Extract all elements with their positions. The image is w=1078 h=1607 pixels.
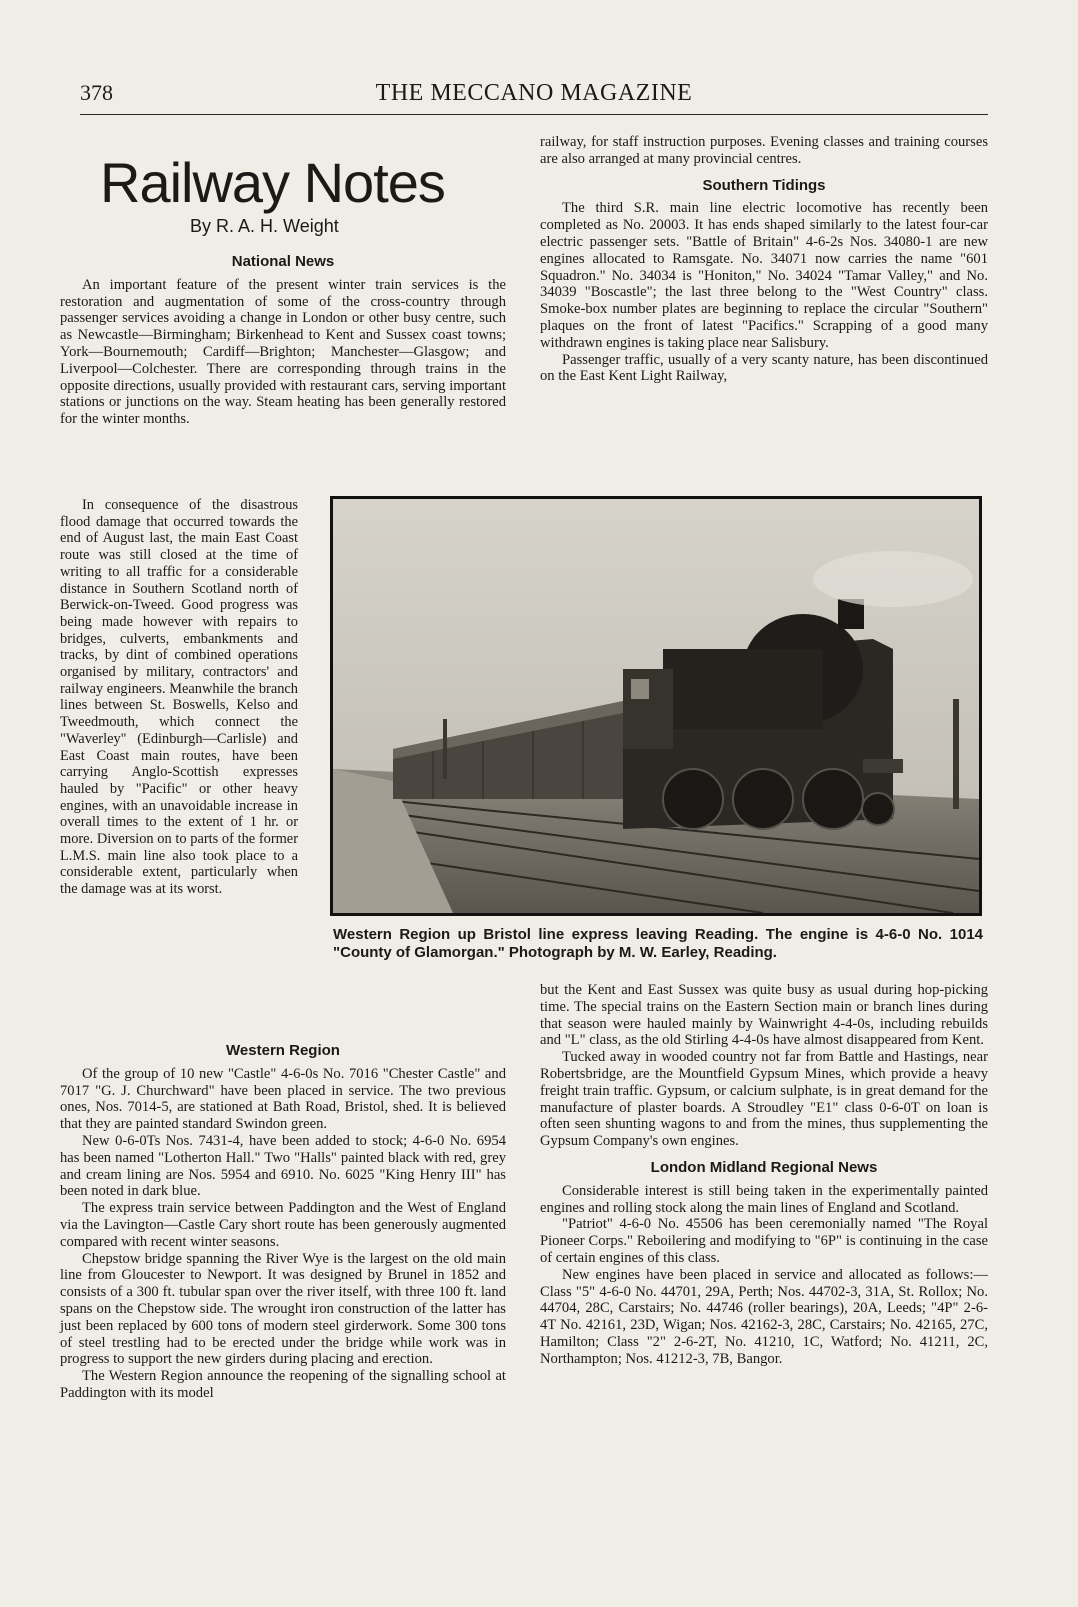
article-byline: By R. A. H. Weight (190, 216, 339, 236)
western-region-heading: Western Region (226, 1042, 340, 1059)
train-photograph (330, 496, 982, 916)
southern-tidings-paragraph-2: Passenger traffic, usually of a very scanty nature, has been discontinued on the East Kent Light Railway, (540, 351, 988, 385)
page-number: 378 (80, 80, 113, 105)
right-column-bottom (540, 982, 988, 1368)
national-news-paragraph-1: An important feature of the present winter train services is the restoration and augmentation of some of the cross-country through passenger services avoiding a change in London or other busy centre, such as Newcastle—Birmingham; Birkenhead to Kent and Sussex coast towns; York—Bournemouth; Cardiff—Brighton; Manchester—Glasgow; and Liverpool—Colchester. There are corresponding through trains in the opposite directions, usually provided with restaurant cars, serving important stations or junctions on the way. Steam heating has been generally restored for the winter months. (60, 276, 506, 428)
western-region-paragraph-5: The Western Region announce the reopening of the signalling school at Paddington with its model (60, 1368, 506, 1401)
western-region-paragraph-2: New 0-6-0Ts Nos. 7431-4, have been added to stock; 4-6-0 No. 6954 has been named "Lotherton Hall." Two "Halls" painted black with red, grey and cream lining are Nos. 5954 and 6910. No. 6025 "King Henry III" has been noted in dark blue. (60, 1132, 506, 1200)
left-column-top (60, 248, 506, 428)
western-region-paragraph-4: Chepstow bridge spanning the River Wye is the largest on the old main line from Gloucester to Newport. It was designed by Brunel in 1852 and consists of a 300 ft. tubular span over the river itself, with three 100 ft. land spans on the Chepstow side. The wrought iron construction of the latter has just been replaced by 600 tons of modern steel girderwork. Some 300 tons of steel trestling had to be erected under the bridge while work was in progress to support the new girders during placing and erection. (60, 1250, 506, 1368)
southern-tidings-paragraph-1: The third S.R. main line electric locomotive has recently been completed as No. 20003. It has ends shaped similarly to the latest four-car electric passenger sets. "Battle of Britain" 4-6-2s Nos. 34080-1 are new engines allocated to Ramsgate. No. 34071 now carries the name "601 Squadron." No. 34034 is "Honiton," No. 34024 "Tamar Valley," and No. 34039 "Boscastle"; the last three belong to the "West Country" class. Smoke-box number plates are beginning to replace the circular "Southern" plaques on the front of latest "Pacifics." Scrapping of a good many withdrawn engines is taking place near Salisbury. (540, 200, 988, 351)
left-column-narrow (60, 497, 298, 898)
london-midland-heading: London Midland Regional News (650, 1158, 878, 1176)
london-midland-paragraph-3: New engines have been placed in service and allocated as follows:—Class "5" 4-6-0 No. 44701, 29A, Perth; Nos. 44702-3, 31A, St. Rollox; No. 44704, 28C, Carstairs; No. 44746 (roller bearings), 20A, Leeds; "4P" 2-6-4T No. 42161, 23D, Wigan; Nos. 42162-3, 28C, Carstairs; No. 42165, 27C, Hamilton; Class "2" 2-6-2T, No. 41210, 1C, Watford; No. 41211, 2C, Northampton; Nos. 41212-3, 7B, Bangor. (540, 1266, 988, 1367)
photo-caption: Western Region up Bristol line express leaving Reading. The engine is 4-6-0 No. 1014 "County of Glamorgan." Photograph by M. W. Earley, Reading. (333, 926, 983, 961)
locomotive-image (333, 499, 979, 913)
article-title: Railway Notes (100, 151, 445, 214)
magazine-title: THE MECCANO MAGAZINE (375, 80, 693, 106)
right-column-top (540, 134, 988, 385)
kent-continued-paragraph: but the Kent and East Sussex was quite busy as usual during hop-picking time. The special trains on the Eastern Section main or branch lines during that season were hauled mainly by Wainwright 4-4-0s, including rebuilds and "L" class, as the old Stirling 4-4-0s have almost disappeared from Kent. (540, 982, 988, 1049)
london-midland-paragraph-1: Considerable interest is still being taken in the experimentally painted engines and rolling stock along the main lines of England and Scotland. (540, 1182, 988, 1216)
railway-continued-paragraph: railway, for staff instruction purposes. Evening classes and training courses are also arranged at many provincial centres. (540, 134, 988, 167)
southern-tidings-heading: Southern Tidings (702, 176, 826, 194)
page-header (80, 76, 988, 112)
national-news-heading: National News (231, 253, 335, 270)
western-region-paragraph-1: Of the group of 10 new "Castle" 4-6-0s No. 7016 "Chester Castle" and 7017 "G. J. Churchward" have been placed in service. The two previous ones, Nos. 7014-5, are stationed at Bath Road, Bristol, shed. It is believed that they are painted standard Swindon green. (60, 1065, 506, 1133)
western-region-paragraph-3: The express train service between Paddington and the West of England via the Lavington—Castle Cary short route has been generously augmented compared with recent winter seasons. (60, 1200, 506, 1250)
national-news-paragraph-2: In consequence of the disastrous flood damage that occurred towards the end of August last, the main East Coast route was still closed at the time of writing to all traffic for a considerable distance in Southern Scotland north of Berwick-on-Tweed. Good progress was being made however with repairs to bridges, culverts, embankments and tracks, by dint of combined operations organised by military, contractors' and railway engineers. Meanwhile the branch lines between St. Boswells, Kelso and Tweedmouth, which connect the "Waverley" (Edinburgh—Carlisle) and East Coast main routes, have been carrying Anglo-Scottish expresses hauled by "Pacific" or other heavy engines, with an unavoidable increase in overall times to the extent of 1 hr. or more. Diversion on to parts of the former L.M.S. main line also took place to a considerable extent, particularly when the damage was at its worst. (60, 497, 298, 898)
header-rule (80, 114, 988, 115)
left-column-bottom (60, 1033, 506, 1402)
london-midland-paragraph-2: "Patriot" 4-6-0 No. 45506 has been ceremonially named "The Royal Pioneer Corps." Reboilering and modifying to "6P" is continuing in the case of certain engines of this class. (540, 1216, 988, 1266)
gypsum-mines-paragraph: Tucked away in wooded country not far from Battle and Hastings, near Robertsbridge, are the Mountfield Gypsum Mines, which provide a heavy freight train traffic. Gypsum, or calcium sulphate, is in great demand for the manufacture of plaster boards. A Stroudley "E1" class 0-6-0T on loan is often seen shunting wagons to and from the mines, thus supplementing the Gypsum Company's own engines. (540, 1049, 988, 1150)
